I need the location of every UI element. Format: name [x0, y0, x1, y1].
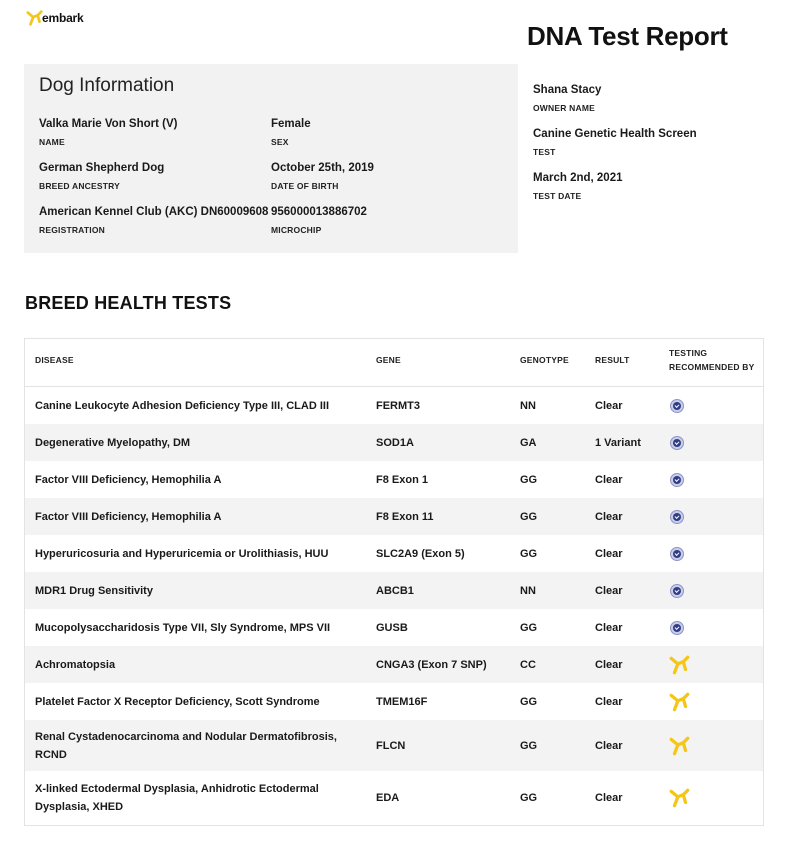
embark-logo-icon	[668, 787, 692, 809]
test-information	[533, 84, 697, 216]
gene-cell: ABCB1	[376, 584, 414, 597]
result-cell: Clear	[595, 510, 623, 523]
disease-cell: Mucopolysaccharidosis Type VII, Sly Syndrome, MPS VII	[35, 621, 331, 634]
recommended-by-cell	[668, 720, 692, 771]
header-genotype: GENOTYPE	[520, 355, 569, 365]
date-of-birth-field	[271, 162, 374, 191]
recommended-by-cell	[668, 535, 684, 572]
result-cell: Clear	[595, 658, 623, 671]
header-result: RESULT	[595, 355, 630, 365]
genotype-cell: NN	[520, 399, 536, 412]
disease-cell: X-linked Ectodermal Dysplasia, Anhidrotic Ectodermal Dysplasia, XHED	[35, 783, 319, 813]
result-cell: Clear	[595, 621, 623, 634]
table-row	[25, 771, 763, 825]
recommended-by-cell	[668, 572, 684, 609]
registration-label: REGISTRATION	[39, 225, 105, 235]
header-gene: GENE	[376, 355, 401, 365]
microchip-value: 956000013886702	[271, 206, 367, 218]
dog-information-panel	[24, 64, 518, 253]
table-row	[25, 646, 763, 683]
result-cell: Clear	[595, 792, 623, 804]
result-cell: Clear	[595, 584, 623, 597]
result-cell: Clear	[595, 695, 623, 708]
header-testing-recommended-by: TESTING RECOMMENDED BY	[669, 348, 755, 372]
breed-club-seal-icon	[670, 436, 684, 450]
result-cell: Clear	[595, 547, 623, 560]
disease-cell: Platelet Factor X Receptor Deficiency, Scott Syndrome	[35, 695, 320, 708]
test-date-field	[533, 172, 697, 216]
genotype-cell: GG	[520, 621, 538, 634]
table-row	[25, 609, 763, 646]
result-cell: Clear	[595, 473, 623, 486]
recommended-by-cell	[668, 424, 684, 461]
table-row	[25, 683, 763, 720]
disease-cell: Factor VIII Deficiency, Hemophilia A	[35, 473, 222, 486]
breed-ancestry-label: BREED ANCESTRY	[39, 181, 121, 191]
disease-cell: Renal Cystadenocarcinoma and Nodular Dermatofibrosis, RCND	[35, 730, 337, 761]
report-title: DNA Test Report	[527, 21, 728, 51]
microchip-label: MICROCHIP	[271, 225, 322, 235]
breed-health-table	[24, 338, 764, 826]
gene-cell: TMEM16F	[376, 695, 428, 708]
breed-health-tests-title: BREED HEALTH TESTS	[25, 293, 232, 313]
table-row	[25, 461, 763, 498]
disease-cell: Degenerative Myelopathy, DM	[35, 436, 191, 449]
recommended-by-cell	[668, 771, 692, 825]
brand-name: embark	[42, 11, 84, 25]
genotype-cell: GG	[520, 792, 538, 804]
registration-field	[39, 206, 268, 235]
test-label: TEST	[533, 147, 556, 157]
result-cell: Clear	[595, 399, 623, 412]
genotype-cell: GG	[520, 739, 538, 752]
disease-cell: Achromatopsia	[35, 658, 116, 671]
registration-value: American Kennel Club (AKC) DN60009608	[39, 206, 269, 218]
owner-name-field	[533, 84, 697, 128]
dog-name-value: Valka Marie Von Short (V)	[39, 118, 178, 130]
gene-cell: F8 Exon 1	[376, 473, 428, 486]
gene-cell: FLCN	[376, 739, 406, 752]
disease-cell: MDR1 Drug Sensitivity	[35, 584, 153, 597]
breed-club-seal-icon	[670, 584, 684, 598]
dog-name-field	[39, 118, 177, 147]
breed-ancestry-value: German Shepherd Dog	[39, 162, 165, 174]
table-header	[25, 339, 763, 387]
sex-label: SEX	[271, 137, 289, 147]
disease-cell: Hyperuricosuria and Hyperuricemia or Urolithiasis, HUU	[35, 547, 329, 560]
date-of-birth-label: DATE OF BIRTH	[271, 181, 339, 191]
date-of-birth-value: October 25th, 2019	[271, 162, 374, 174]
test-date-value: March 2nd, 2021	[533, 172, 623, 184]
gene-cell: SLC2A9 (Exon 5)	[376, 547, 465, 560]
breed-club-seal-icon	[670, 621, 684, 635]
test-date-label: TEST DATE	[533, 191, 582, 201]
owner-name-label: OWNER NAME	[533, 103, 595, 113]
microchip-field	[271, 206, 367, 235]
gene-cell: CNGA3 (Exon 7 SNP)	[376, 658, 487, 671]
dog-name-label: NAME	[39, 137, 65, 147]
table-body	[25, 387, 763, 825]
table-row	[25, 424, 763, 461]
table-row	[25, 535, 763, 572]
table-row	[25, 572, 763, 609]
gene-cell: SOD1A	[376, 436, 414, 449]
recommended-by-cell	[668, 683, 692, 720]
sex-value: Female	[271, 118, 311, 130]
result-cell: 1 Variant	[595, 436, 641, 449]
recommended-by-cell	[668, 387, 684, 424]
breed-club-seal-icon	[670, 510, 684, 524]
breed-club-seal-icon	[670, 547, 684, 561]
genotype-cell: GG	[520, 510, 538, 523]
gene-cell: EDA	[376, 792, 400, 804]
owner-name-value: Shana Stacy	[533, 84, 602, 96]
genotype-cell: GG	[520, 547, 538, 560]
sex-field	[271, 118, 311, 147]
disease-cell: Factor VIII Deficiency, Hemophilia A	[35, 510, 222, 523]
genotype-cell: GG	[520, 473, 538, 486]
embark-logo-icon	[668, 691, 692, 713]
gene-cell: FERMT3	[376, 399, 420, 412]
test-field	[533, 128, 697, 172]
disease-cell: Canine Leukocyte Adhesion Deficiency Type III, CLAD III	[35, 399, 330, 412]
recommended-by-cell	[668, 609, 684, 646]
test-value: Canine Genetic Health Screen	[533, 128, 697, 140]
genotype-cell: GA	[520, 436, 537, 449]
result-cell: Clear	[595, 739, 623, 752]
breed-club-seal-icon	[670, 399, 684, 413]
dog-information-heading: Dog Information	[39, 75, 175, 96]
genotype-cell: CC	[520, 658, 536, 671]
header-disease: DISEASE	[35, 355, 74, 365]
embark-logo-icon	[668, 735, 692, 757]
recommended-by-cell	[668, 498, 684, 535]
embark-logo-icon	[668, 654, 692, 676]
gene-cell: GUSB	[376, 621, 408, 634]
breed-ancestry-field	[39, 162, 164, 191]
recommended-by-cell	[668, 461, 684, 498]
breed-club-seal-icon	[670, 473, 684, 487]
table-row	[25, 387, 763, 424]
table-row	[25, 498, 763, 535]
embark-logo[interactable]	[26, 9, 84, 27]
genotype-cell: NN	[520, 584, 536, 597]
genotype-cell: GG	[520, 695, 538, 708]
table-row	[25, 720, 763, 771]
gene-cell: F8 Exon 11	[376, 510, 434, 523]
recommended-by-cell	[668, 646, 692, 683]
